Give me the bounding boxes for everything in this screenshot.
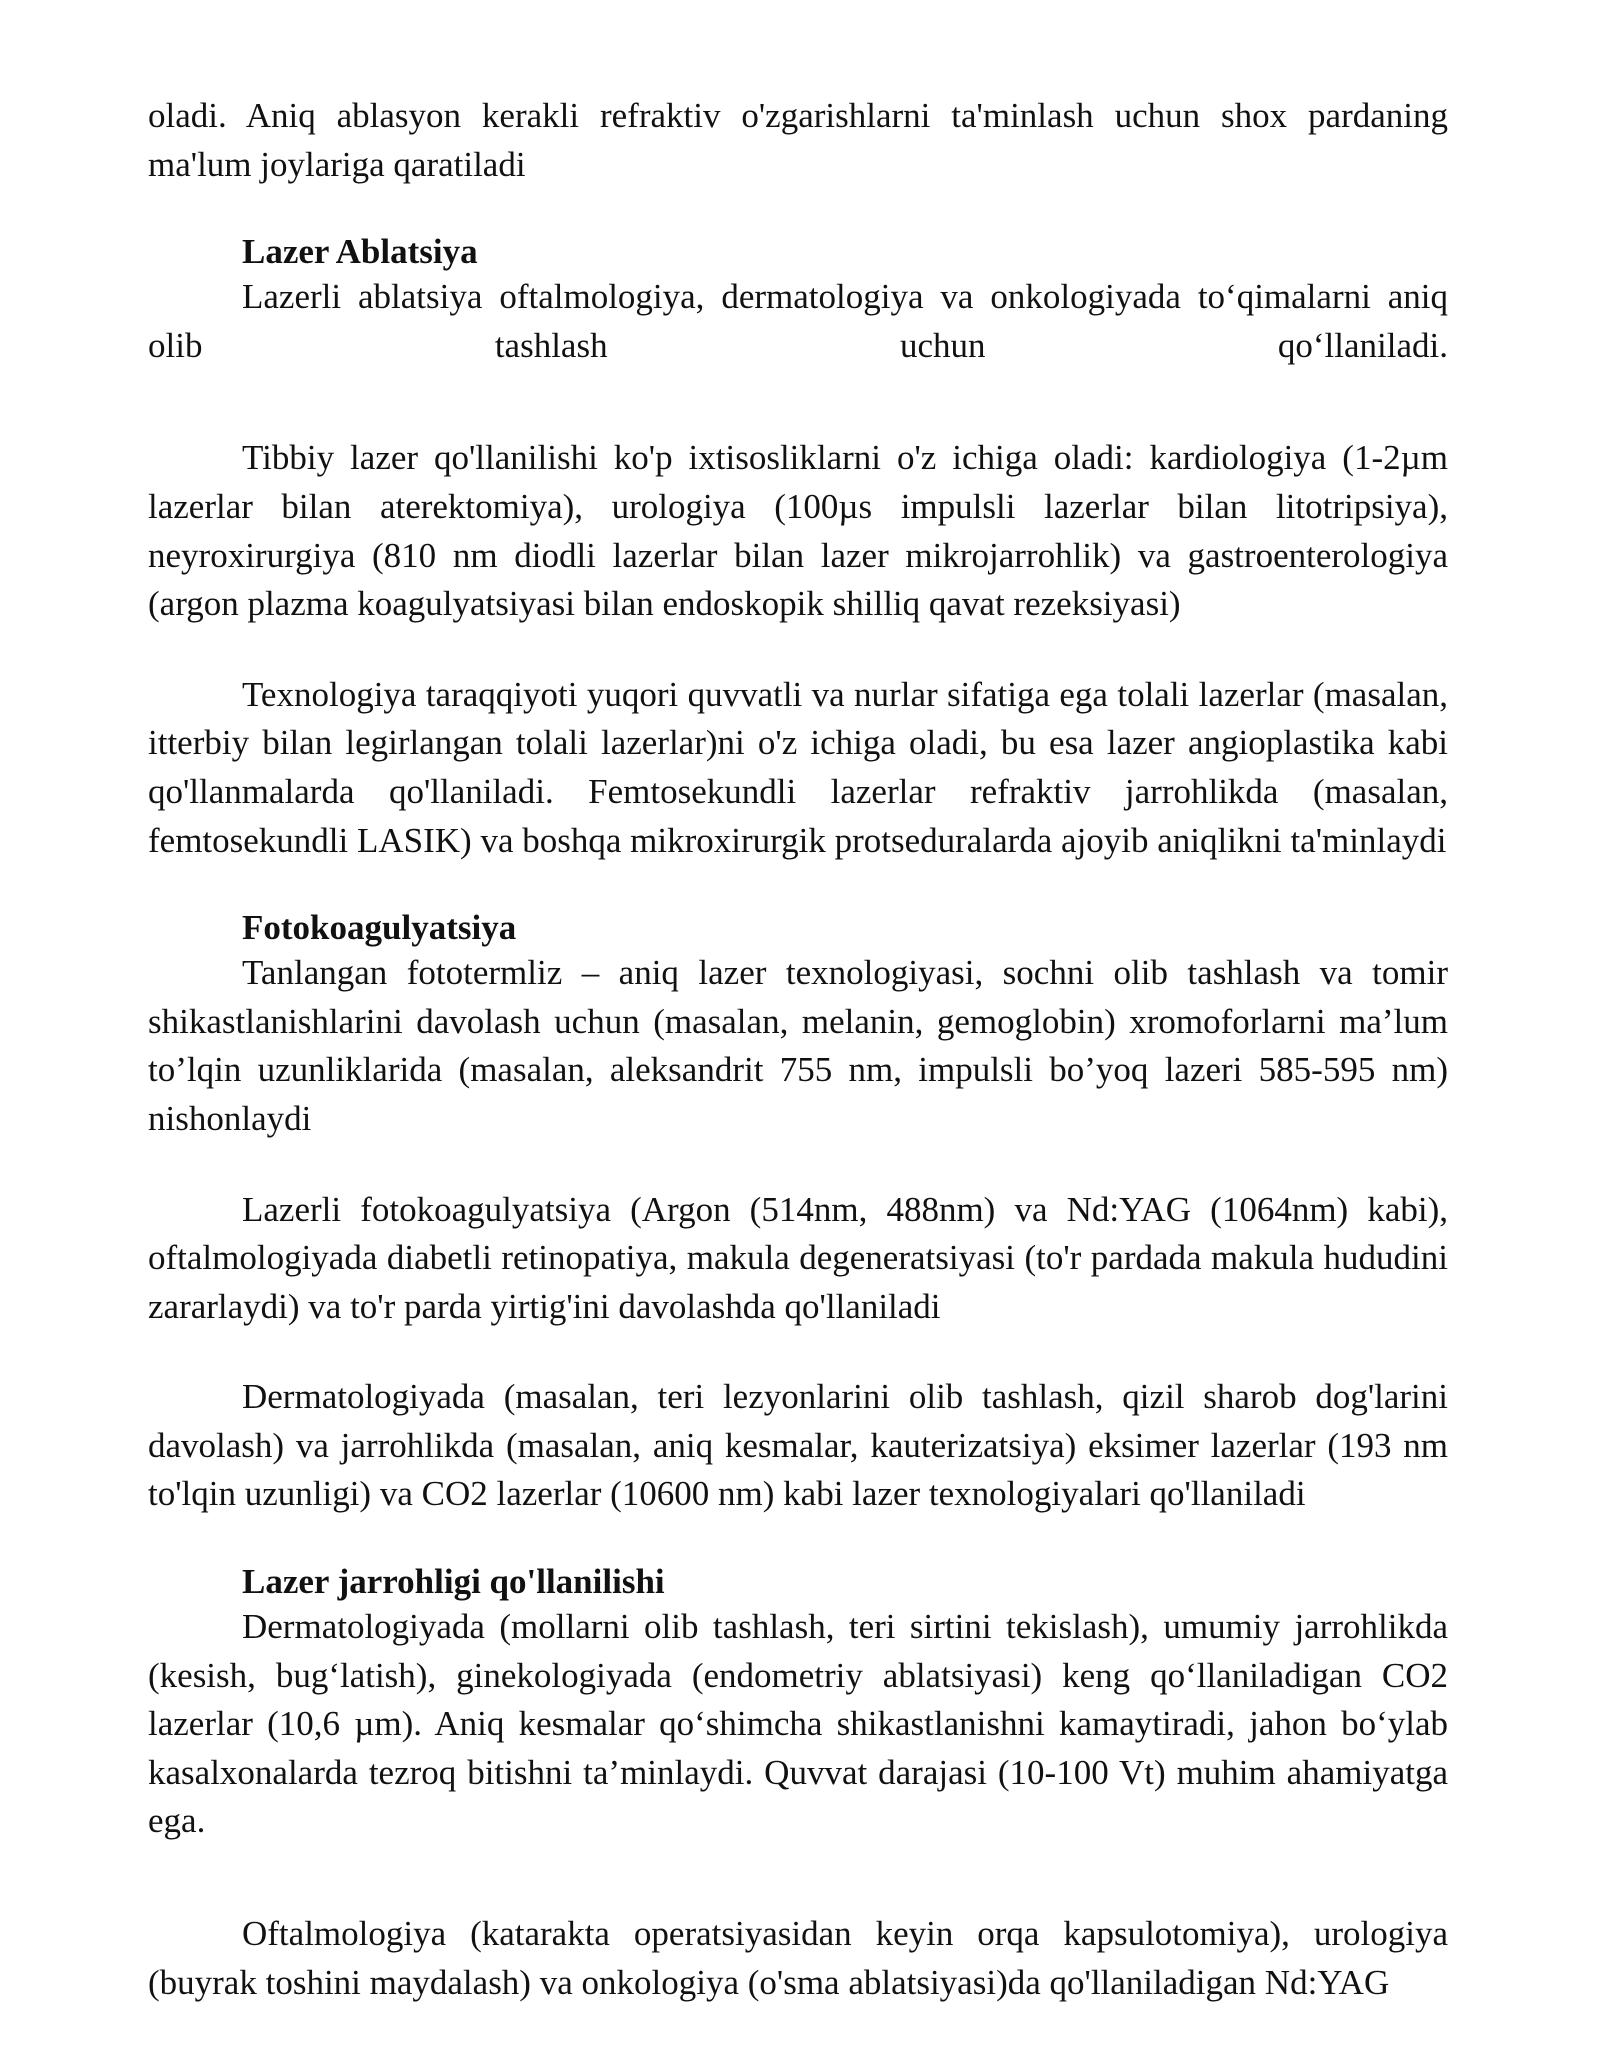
spacer <box>148 629 1448 671</box>
spacer <box>148 1519 1448 1561</box>
paragraph-medical-laser-specialties: Tibbiy lazer qo'llanilishi ko'p ixtisosliklarni o'z ichiga oladi: kardiologiya (1-2µm lazerlar bilan aterektomiya), urologiya (100µs impulsli lazerlar bilan litotripsiya), neyroxirurgiya (810 nm diodli lazerlar bilan lazer mikrojarrohlik) va gastroenterologiya (argon plazma koagulyatsiyasi bilan endoskopik shilliq qavat rezeksiyasi) <box>148 438 1448 624</box>
paragraph-laser-photocoagulation: Lazerli fotokoagulyatsiya (Argon (514nm, 488nm) va Nd:YAG (1064nm) kabi), oftalmologiyada diabetli retinopatiya, makula degeneratsiyasi (to'r pardada makula hududini zararlaydi) va to'r parda yirtig'ini davolashda qo'llaniladi <box>148 1189 1448 1326</box>
spacer <box>148 865 1448 907</box>
spacer <box>148 1331 1448 1373</box>
paragraph-ndyag-applications: Oftalmologiya (katarakta operatsiyasidan keyin orqa kapsulotomiya), urologiya (buyrak toshini maydalash) va onkologiya (o'sma ablatsiyasi)da qo'llaniladigan Nd:YAG <box>148 1914 1448 2002</box>
paragraph-technology-progress: Texnologiya taraqqiyoti yuqori quvvatli va nurlar sifatiga ega tolali lazerlar (masalan, itterbiy bilan legirlangan tolali lazerlar)ni o'z ichiga oladi, bu esa lazer angioplastika kabi qo'llanmalarda qo'llaniladi. Femtosekundli lazerlar refraktiv jarrohlikda (masalan, femtosekundli LASIK) va boshqa mikroxirurgik protseduralarda ajoyib aniqlikni ta'minlaydi <box>148 674 1448 860</box>
spacer <box>148 1846 1448 1910</box>
paragraph-laser-ablation: Lazerli ablatsiya oftalmologiya, dermatologiya va onkologiyada to‘qimalarni aniq olib tashlash uchun qo‘llaniladi. <box>148 277 1448 365</box>
heading-lazer-ablatsiya: Lazer Ablatsiya <box>242 232 478 272</box>
spacer <box>148 370 1448 434</box>
paragraph-dermatology-lasers: Dermatologiyada (masalan, teri lezyonlarini olib tashlash, qizil sharob dog'larini davolash) va jarrohlikda (masalan, aniq kesmalar, kauterizatsiya) eksimer lazerlar (193 nm to'lqin uzunligi) va CO2 lazerlar (10600 nm) kabi lazer texnologiyalari qo'llaniladi <box>148 1377 1448 1514</box>
paragraph-ablation-continuation: oladi. Aniq ablasyon kerakli refraktiv o'zgarishlarni ta'minlash uchun shox pardaning ma'lum joylariga qaratiladi <box>148 96 1448 184</box>
paragraph-selective-photothermolysis: Tanlangan fototermliz – aniq lazer texnologiyasi, sochni olib tashlash va tomir shikastlanishlarini davolash uchun (masalan, melanin, gemoglobin) xromoforlarni ma’lum to’lqin uzunliklarida (masalan, aleksandrit 755 nm, impulsli bo’yoq lazeri 585-595 nm) nishonlaydi <box>148 953 1448 1138</box>
paragraph-co2-lasers: Dermatologiyada (mollarni olib tashlash, teri sirtini tekislash), umumiy jarrohlikda (kesish, bug‘latish), ginekologiyada (endometriy ablatsiyasi) keng qo‘llaniladigan CO2 lazerlar (10,6 µm). Aniq kesmalar qo‘shimcha shikastlanishni kamaytiradi, jahon bo‘ylab kasalxonalarda tezroq bitishni ta’minlaydi. Quvvat darajasi (10-100 Vt) muhim ahamiyatga ega. <box>148 1607 1448 1841</box>
spacer <box>148 1144 1448 1186</box>
spacer <box>148 189 1448 231</box>
heading-laser-surgery-applications: Lazer jarrohligi qo'llanilishi <box>242 1562 665 1602</box>
heading-fotokoagulyatsiya: Fotokoagulyatsiya <box>242 908 517 948</box>
document-page <box>148 92 1448 2007</box>
